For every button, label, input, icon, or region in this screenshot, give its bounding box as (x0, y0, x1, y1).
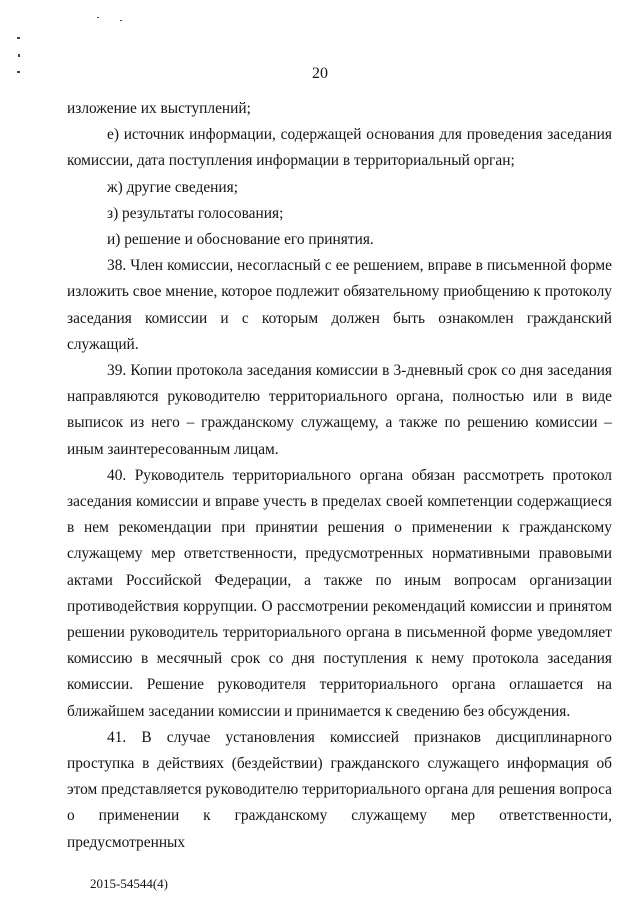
paragraph-39: 39. Копии протокола заседания комиссии в 3-дневный срок со дня заседания направляются руководителю территориального органа, полностью или в виде выписок из него – гражданскому служащему, а также по решению комиссии – иным заинтересованным лицам. (67, 362, 612, 458)
paragraph-item-z: з) результаты голосования; (107, 204, 284, 222)
paragraph-continuation: изложение их выступлений; (67, 100, 251, 117)
paragraph-item-i: и) решение и обоснование его принятия. (107, 231, 374, 249)
scan-speck (18, 54, 20, 57)
page-number: 20 (312, 65, 328, 82)
paragraph-item-e: е) источник информации, содержащей основания для проведения заседания комиссии, дата поступления информации в территориальный орган; (67, 126, 612, 170)
scan-speck (120, 20, 122, 21)
paragraph-40: 40. Руководитель территориального органа обязан рассмотреть протокол заседания комиссии и вправе учесть в пределах своей компетенции содержащиеся в нем рекомендации при принятии решения о применении к гражданскому служащему мер ответственности, предусмотренных нормативными правовыми актами Российской Федерации, а также по иным вопросам организации противодействия коррупции. О рассмотрении рекомендаций комиссии и принятом решении руководитель территориального органа в письменной форме уведомляет комиссию в месячный срок со дня поступления к нему протокола заседания комиссии. Решение руководителя территориального органа оглашается на ближайшем заседании комиссии и принимается к сведению без обсуждения. (67, 466, 612, 720)
paragraph-item-zh: ж) другие сведения; (107, 178, 238, 196)
document-body (67, 96, 612, 856)
paragraph-38: 38. Член комиссии, несогласный с ее решением, вправе в письменной форме изложить свое мнение, которое подлежит обязательному приобщению к протоколу заседания комиссии и с которым должен быть ознакомлен гражданский служащий. (67, 257, 612, 353)
paragraph-41: 41. В случае установления комиссией признаков дисциплинарного проступка в действиях (бездействии) гражданского служащего информация об этом представляется руководителю территориального органа для решения вопроса о применении к гражданскому служащему мер ответственности, предусмотренных (67, 728, 612, 851)
scan-speck (97, 17, 99, 18)
scan-speck (17, 37, 20, 39)
document-code: 2015-54544(4) (90, 876, 168, 891)
